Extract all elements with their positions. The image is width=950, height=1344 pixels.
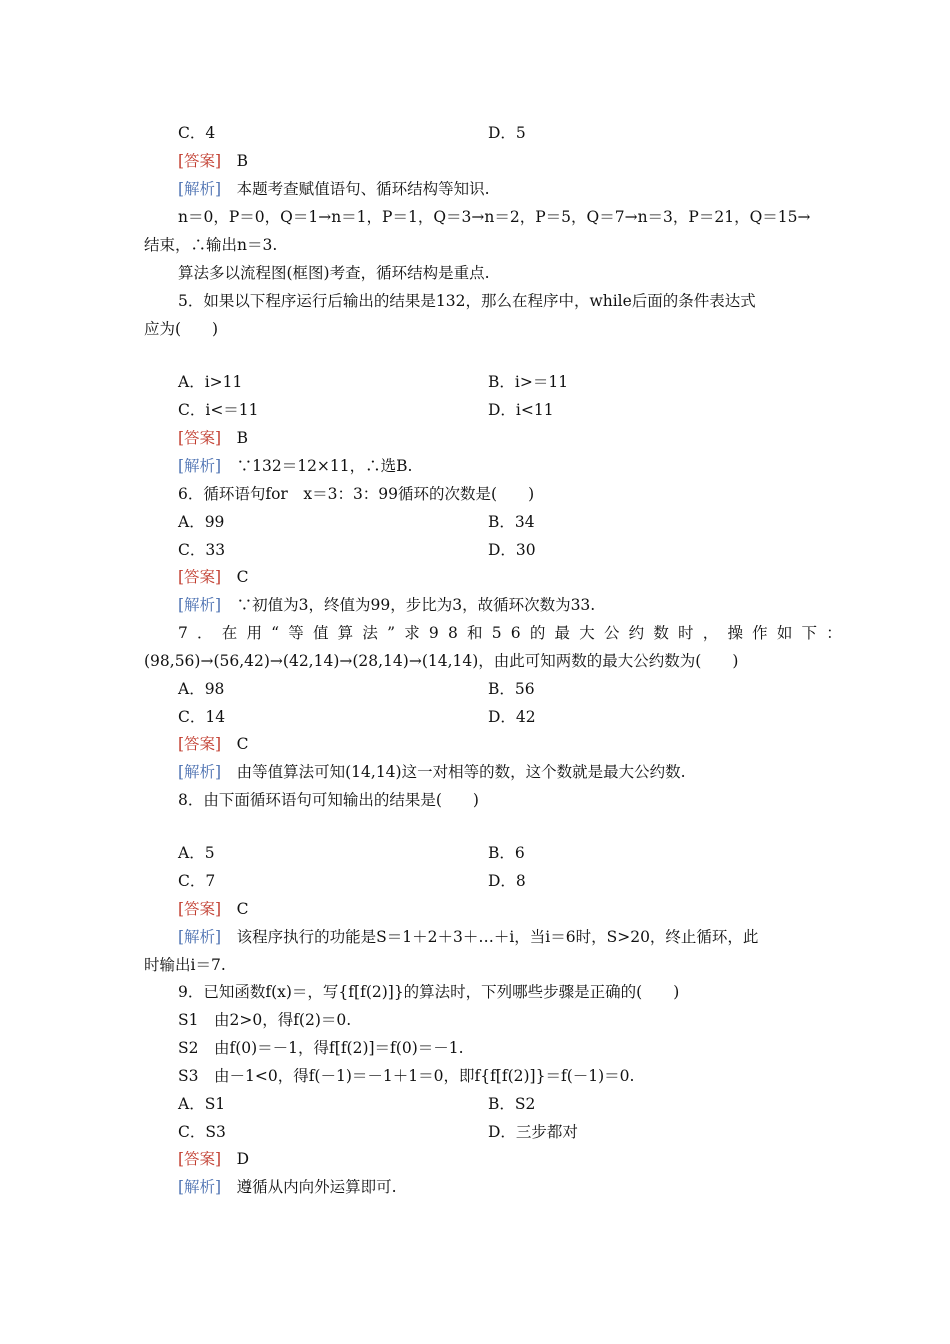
analysis-row <box>178 179 490 199</box>
answer-label: [答案] <box>178 568 222 586</box>
question-7-stem: 7．在用“等值算法”求98和56的最大公约数时，操作如下： <box>178 624 851 642</box>
analysis-label: [解析] <box>178 1178 222 1196</box>
step-s3: S3 由－1<0，得f(－1)＝－1＋1＝0，即f{f[f(2)]}＝f(－1)＝0. <box>178 1067 635 1085</box>
answer-label: [答案] <box>178 735 222 753</box>
question-5-stem: 5．如果以下程序运行后输出的结果是132，那么在程序中，while后面的条件表达式 <box>178 292 756 310</box>
analysis-text: 该程序执行的功能是S＝1＋2＋3＋…＋i，当i＝6时，S>20，终止循环，此 <box>236 928 759 946</box>
answer-value: B <box>236 152 249 170</box>
analysis-row <box>178 927 758 947</box>
option-c: C．4 <box>178 124 216 142</box>
option-c: C．14 <box>178 708 226 726</box>
analysis-text: 由等值算法可知(14,14)这一对相等的数，这个数就是最大公约数. <box>236 763 686 781</box>
option-b: B．6 <box>488 844 525 862</box>
analysis-label: [解析] <box>178 763 222 781</box>
analysis-label: [解析] <box>178 457 222 475</box>
analysis-row <box>178 595 595 615</box>
trace-line-1: n＝0，P＝0，Q＝1→n＝1，P＝1，Q＝3→n＝2，P＝5，Q＝7→n＝3，P＝21，Q＝15→ <box>178 208 811 226</box>
option-c: C．S3 <box>178 1123 226 1141</box>
answer-row <box>178 734 249 754</box>
option-a: A．S1 <box>178 1095 226 1113</box>
option-c: C．33 <box>178 541 226 559</box>
step-s2: S2 由f(0)＝－1，得f[f(2)]＝f(0)＝－1. <box>178 1039 464 1057</box>
option-d: D．i<11 <box>488 401 554 419</box>
option-c: C．7 <box>178 872 216 890</box>
question-7-stem-cont: (98,56)→(56,42)→(42,14)→(28,14)→(14,14)，由此可知两数的最大公约数为( ) <box>144 652 739 670</box>
answer-row <box>178 899 249 919</box>
answer-label: [答案] <box>178 429 222 447</box>
question-5-stem-cont: 应为( ) <box>144 320 219 338</box>
step-s1: S1 由2>0，得f(2)＝0. <box>178 1011 352 1029</box>
analysis-label: [解析] <box>178 180 222 198</box>
trace-line-2: 结束，∴输出n＝3. <box>144 236 278 254</box>
analysis-row <box>178 456 412 476</box>
option-b: B．S2 <box>488 1095 536 1113</box>
answer-value: C <box>236 735 249 753</box>
option-d: D．30 <box>488 541 536 559</box>
option-b: B．34 <box>488 513 535 531</box>
option-a: A．99 <box>178 513 225 531</box>
option-a: A．5 <box>178 844 215 862</box>
analysis-text-cont: 时输出i＝7. <box>144 956 226 974</box>
option-d: D．5 <box>488 124 526 142</box>
analysis-row <box>178 1177 397 1197</box>
analysis-text: 本题考查赋值语句、循环结构等知识. <box>236 180 490 198</box>
note-line: 算法多以流程图(框图)考查，循环结构是重点. <box>178 264 490 282</box>
option-d: D．8 <box>488 872 526 890</box>
question-6-stem: 6．循环语句for x＝3：3：99循环的次数是( ) <box>178 485 535 503</box>
answer-row <box>178 151 248 171</box>
option-b: B．56 <box>488 680 535 698</box>
question-9-stem: 9．已知函数f(x)＝，写{f[f(2)]}的算法时，下列哪些步骤是正确的( ) <box>178 983 680 1001</box>
answer-value: C <box>236 900 249 918</box>
analysis-text: 遵循从内向外运算即可. <box>236 1178 397 1196</box>
answer-row <box>178 1149 249 1169</box>
answer-row <box>178 567 249 587</box>
option-b: B．i>＝11 <box>488 373 569 391</box>
question-8-stem: 8．由下面循环语句可知输出的结果是( ) <box>178 791 479 809</box>
answer-label: [答案] <box>178 1150 222 1168</box>
analysis-text: ∵132＝12×11，∴选B. <box>236 457 413 475</box>
answer-value: C <box>236 568 249 586</box>
answer-label: [答案] <box>178 152 222 170</box>
analysis-label: [解析] <box>178 596 222 614</box>
option-d: D．42 <box>488 708 536 726</box>
option-a: A．98 <box>178 680 225 698</box>
analysis-label: [解析] <box>178 928 222 946</box>
option-a: A．i>11 <box>178 373 243 391</box>
answer-value: D <box>236 1150 250 1168</box>
analysis-row <box>178 762 686 782</box>
analysis-text: ∵初值为3，终值为99，步比为3，故循环次数为33. <box>236 596 596 614</box>
option-d: D．三步都对 <box>488 1123 578 1141</box>
answer-value: B <box>236 429 249 447</box>
answer-row <box>178 428 248 448</box>
answer-label: [答案] <box>178 900 222 918</box>
option-c: C．i<＝11 <box>178 401 259 419</box>
